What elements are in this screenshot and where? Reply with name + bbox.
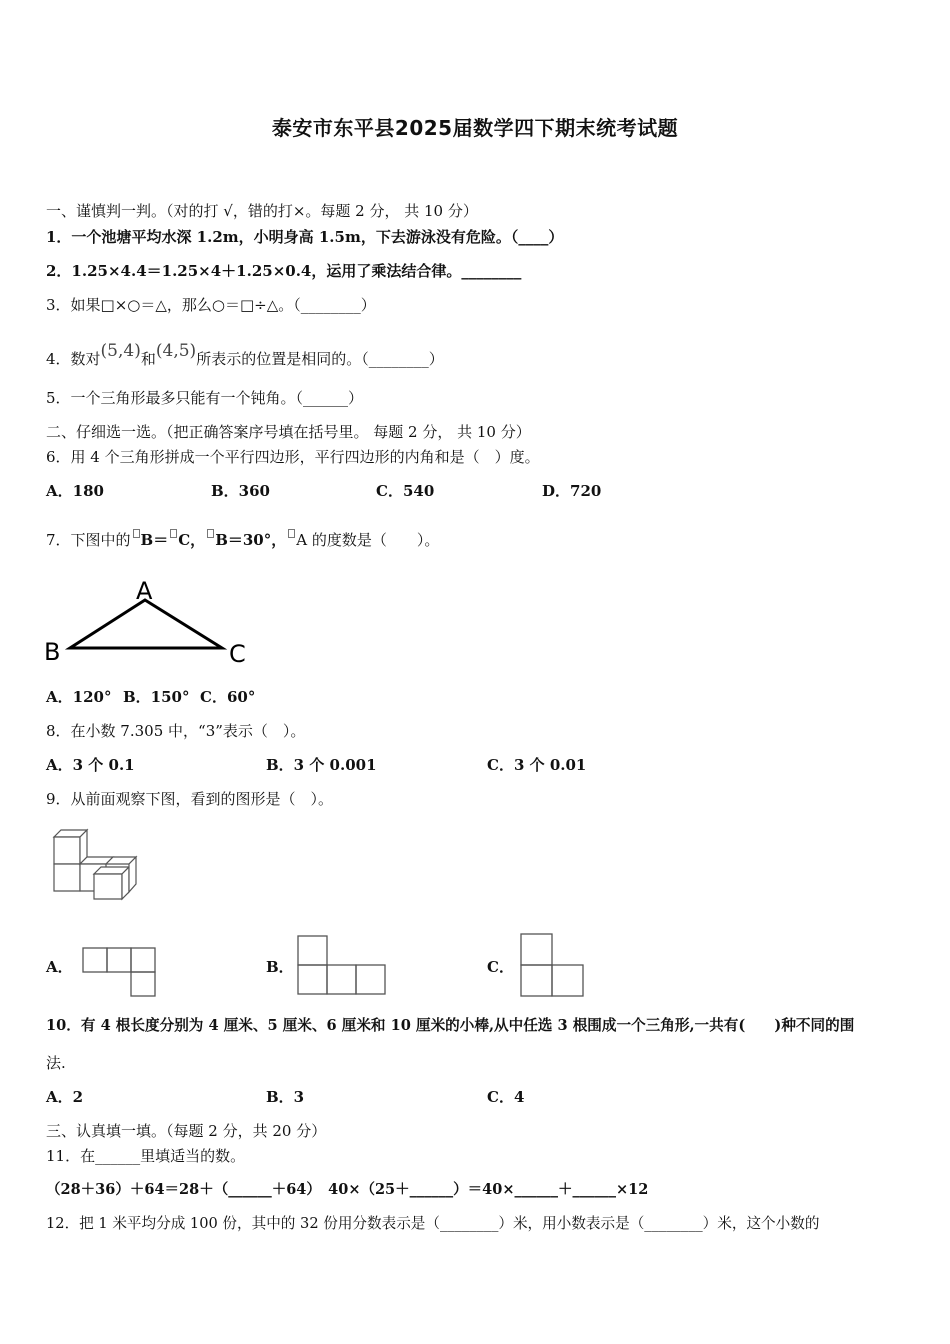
cube-front-face [54, 864, 80, 891]
question-10: 10．有 4 根长度分别为 4 厘米、5 厘米、6 厘米和 10 厘米的小棒,从中任选 3 根围成一个三角形,一共有( )种不同的围 [46, 1017, 855, 1034]
coordinate-4-5: (4,5) [155, 341, 197, 361]
section-2-heading: 二、仔细选一选。（把正确答案序号填在括号里。 每题 2 分， 共 10 分） [46, 423, 531, 441]
square-cell [521, 965, 552, 996]
triangle-shape [70, 600, 222, 648]
question-2: 2．1.25×4.4＝1.25×4＋1.25×0.4，运用了乘法结合律。________ [46, 262, 522, 280]
q7-option-a[interactable]: A．120° [46, 688, 112, 706]
triangle-label-c: C [229, 640, 246, 668]
angle-symbol-icon [133, 529, 140, 538]
question-5: 5．一个三角形最多只能有一个钝角。（______） [46, 389, 364, 407]
q7-option-c[interactable]: C．60° [200, 688, 256, 706]
q7-option-b[interactable]: B．150° [123, 688, 190, 706]
question-12: 12．把 1 米平均分成 100 份，其中的 32 份用分数表示是（________）米，用小数表示是（________）米，这个小数的 [46, 1215, 820, 1232]
angle-symbol-icon [288, 529, 295, 538]
question-4-prefix: 4．数对 [46, 350, 101, 368]
question-7 [46, 529, 439, 550]
triangle-label-b: B [44, 638, 61, 666]
question-1: 1．一个池塘平均水深 1.2m，小明身高 1.5m，下去游泳没有危险。（____） [46, 228, 564, 246]
q6-option-d[interactable]: D．720 [542, 482, 602, 500]
q10-option-a[interactable]: A．2 [46, 1088, 84, 1106]
square-cell [131, 972, 155, 996]
square-cell [298, 936, 327, 965]
square-cell [131, 948, 155, 972]
q9-option-b-figure [296, 934, 388, 1000]
triangle-figure [40, 572, 260, 672]
cube-front-face [54, 837, 80, 864]
question-3: 3．如果□×○＝△，那么○＝□÷△。（________） [46, 296, 376, 314]
q9-option-c[interactable]: C． [487, 958, 514, 976]
q6-option-c[interactable]: C．540 [376, 482, 435, 500]
q9-option-c-figure [519, 932, 589, 1000]
q8-option-c[interactable]: C．3 个 0.01 [487, 756, 587, 774]
question-7-part-c: C， [178, 531, 206, 549]
q9-option-b[interactable]: B． [266, 958, 294, 976]
q8-option-a[interactable]: A．3 个 0.1 [46, 756, 135, 774]
q9-option-a[interactable]: A． [46, 958, 73, 976]
square-cell [356, 965, 385, 994]
angle-symbol-icon [207, 529, 214, 538]
q10-option-c[interactable]: C．4 [487, 1088, 525, 1106]
square-cell [298, 965, 327, 994]
question-7-part-e: A 的度数是（ ）。 [296, 531, 440, 549]
question-4-and: 和 [140, 350, 156, 368]
section-1-heading: 一、谨慎判一判。（对的打 √，错的打×。每题 2 分， 共 10 分） [46, 202, 478, 220]
question-6: 6．用 4 个三角形拼成一个平行四边形，平行四边形的内角和是（ ）度。 [46, 448, 540, 466]
question-7-part-b: B＝ [140, 531, 169, 549]
q8-option-b[interactable]: B．3 个 0.001 [266, 756, 377, 774]
question-10-continued: 法. [46, 1054, 66, 1072]
q6-option-b[interactable]: B．360 [211, 482, 270, 500]
question-8: 8．在小数 7.305 中，“3”表示（ ）。 [46, 722, 306, 740]
q10-option-b[interactable]: B．3 [266, 1088, 305, 1106]
coordinate-5-4: (5,4) [100, 341, 141, 361]
cube-side-face [129, 857, 136, 892]
question-7-part-d: B＝30°， [215, 531, 287, 549]
cube-front-face [94, 874, 122, 899]
square-cell [83, 948, 107, 972]
square-cell [521, 934, 552, 965]
cube-stack-figure [48, 826, 143, 906]
question-4 [46, 341, 444, 369]
square-cell [107, 948, 131, 972]
angle-symbol-icon [170, 529, 177, 538]
square-cell [552, 965, 583, 996]
question-11: 11．在______里填适当的数。 [46, 1147, 246, 1165]
section-3-heading: 三、认真填一填。（每题 2 分，共 20 分） [46, 1122, 327, 1140]
page-title: 泰安市东平县2025届数学四下期末统考试题 [271, 116, 679, 140]
q6-option-a[interactable]: A．180 [46, 482, 104, 500]
question-7-prefix: 7．下图中的 [46, 531, 131, 549]
question-4-suffix: 所表示的位置是相同的。（________） [196, 350, 444, 368]
question-11-equations: （28＋36）＋64＝28＋（______＋64） 40×（25＋______）＝40×______＋______×12 [46, 1181, 649, 1198]
triangle-label-a: A [136, 577, 153, 605]
question-9: 9．从前面观察下图，看到的图形是（ ）。 [46, 790, 334, 808]
q9-option-a-figure [82, 946, 162, 1001]
square-cell [327, 965, 356, 994]
